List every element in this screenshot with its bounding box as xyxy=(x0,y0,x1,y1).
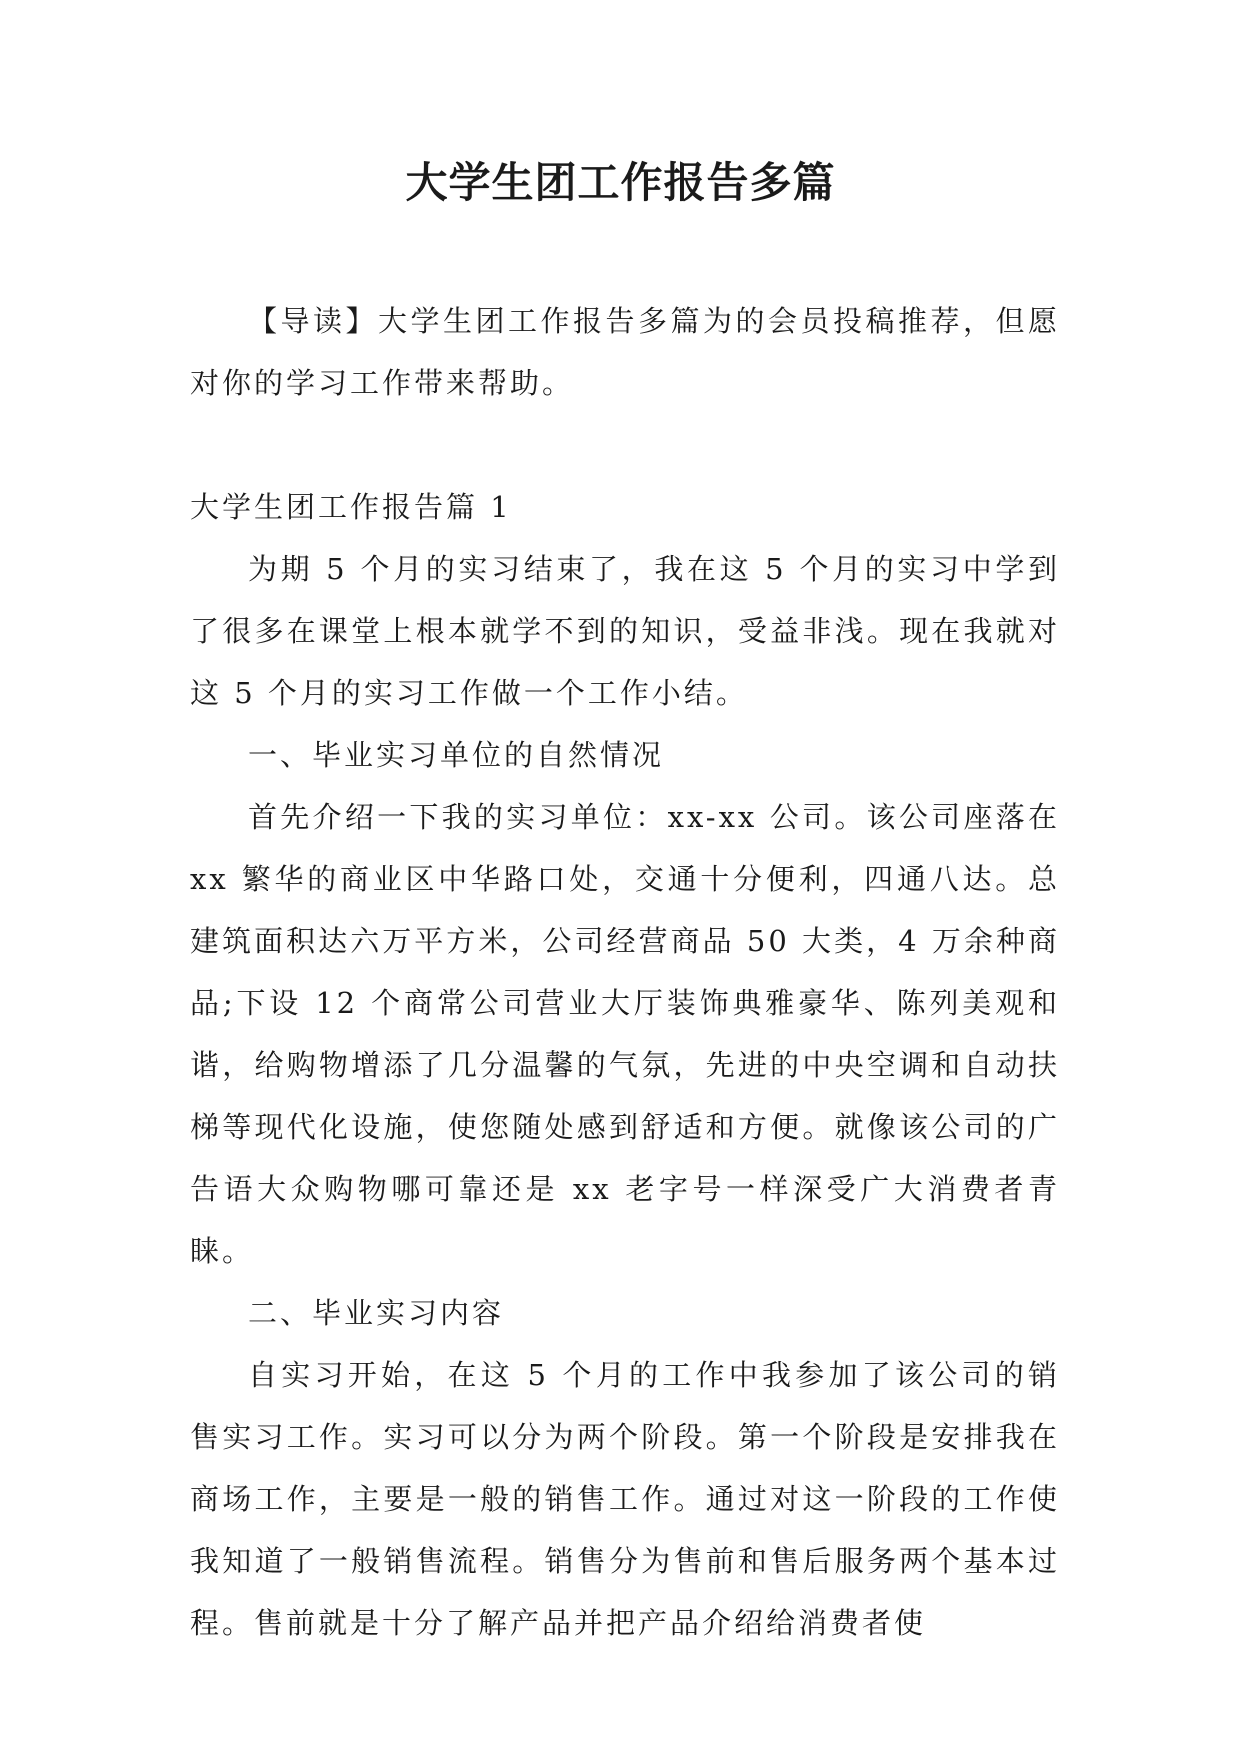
spacer xyxy=(190,414,1060,476)
section-heading: 大学生团工作报告篇 1 xyxy=(190,490,512,524)
paragraph: 首先介绍一下我的实习单位：xx-xx 公司。该公司座落在 xx 繁华的商业区中华路口处，交通十分便利，四通八达。总建筑面积达六万平方米，公司经营商品 50 大类，4 万余种商品;下设 12 个商常公司营业大厅装饰典雅豪华、陈列美观和谐，给购物增添了几分温馨的气氛，先进的中央空调和自动扶梯等现代化设施，使您随处感到舒适和方便。就像该公司的广告语大众购物哪可靠还是 xx 老字号一样深受广大消费者青睐。 xyxy=(190,800,1060,1268)
document-body xyxy=(190,290,1060,1654)
document-title: 大学生团工作报告多篇 xyxy=(405,158,836,207)
paragraph: 自实习开始，在这 5 个月的工作中我参加了该公司的销售实习工作。实习可以分为两个阶段。第一个阶段是安排我在商场工作，主要是一般的销售工作。通过对这一阶段的工作使我知道了一般销售流程。销售分为售前和售后服务两个基本过程。售前就是十分了解产品并把产品介绍给消费者使 xyxy=(190,1358,1060,1640)
subheading: 一、毕业实习单位的自然情况 xyxy=(248,738,665,772)
intro-paragraph: 【导读】大学生团工作报告多篇为的会员投稿推荐，但愿对你的学习工作带来帮助。 xyxy=(190,304,1060,400)
subheading: 二、毕业实习内容 xyxy=(248,1296,505,1330)
paragraph: 为期 5 个月的实习结束了，我在这 5 个月的实习中学到了很多在课堂上根本就学不到的知识，受益非浅。现在我就对这 5 个月的实习工作做一个工作小结。 xyxy=(190,552,1060,710)
